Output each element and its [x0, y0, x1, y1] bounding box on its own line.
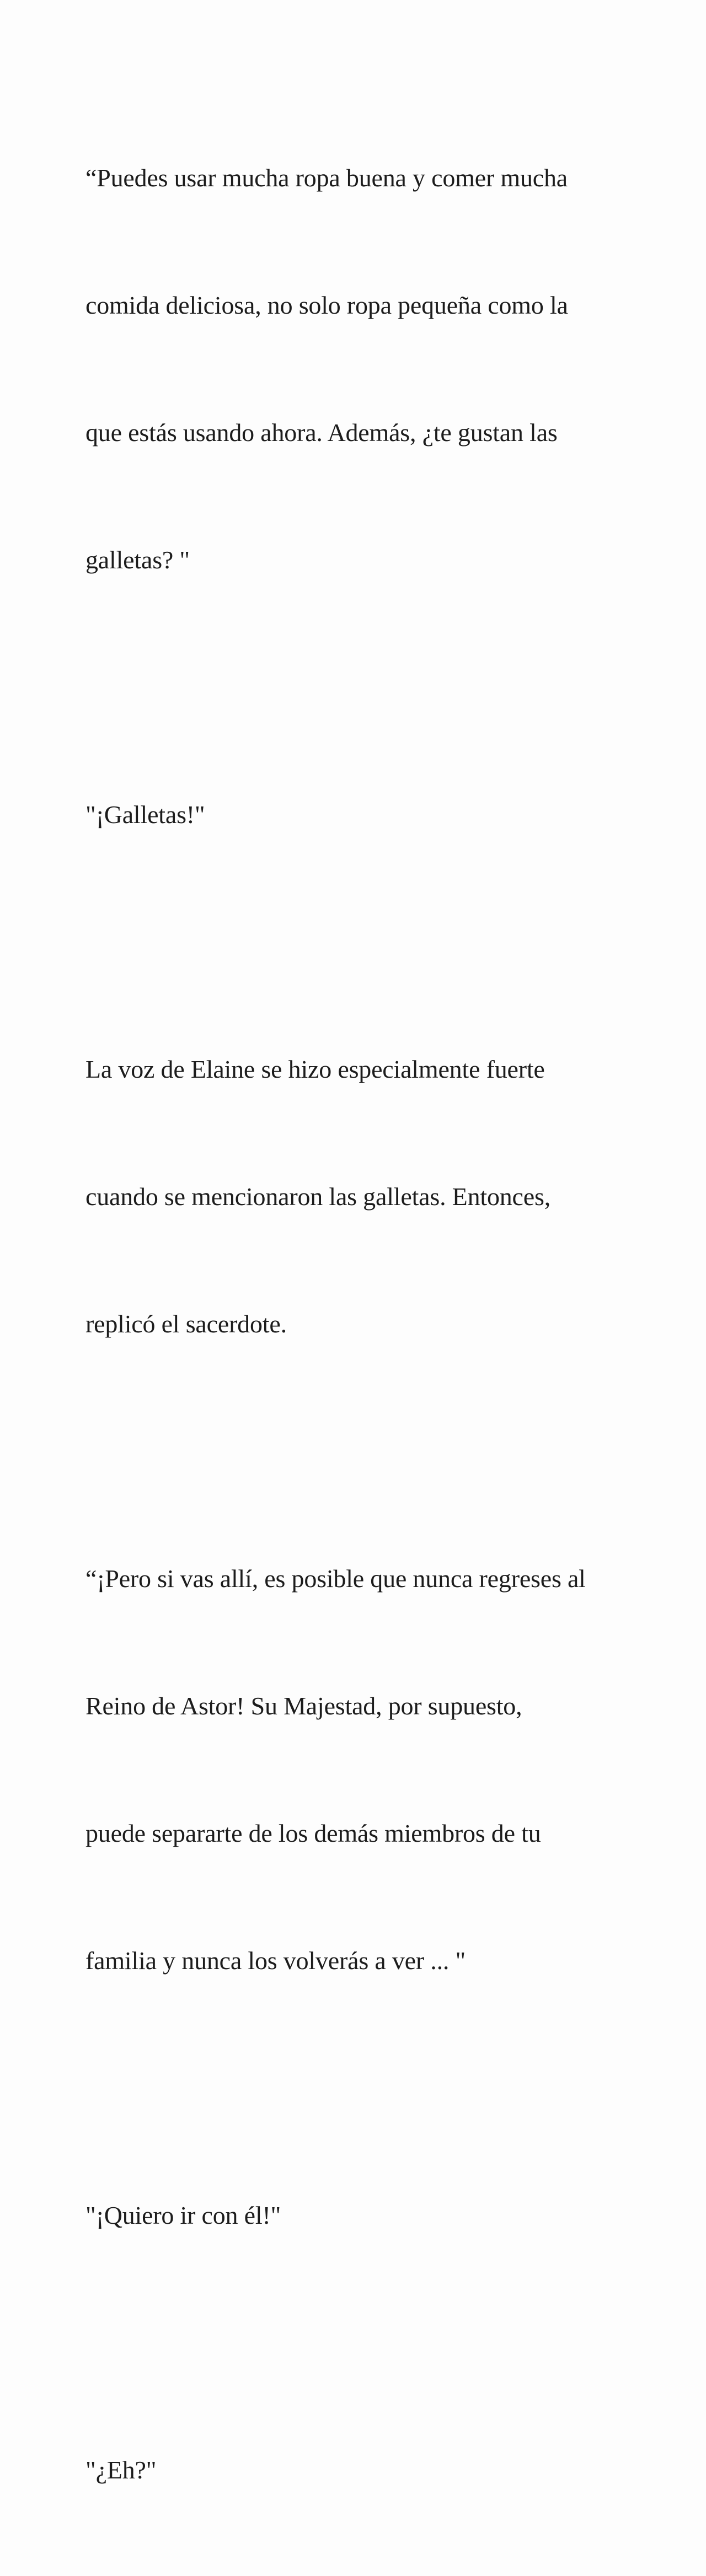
- text-line: cuando se mencionaron las galletas. Entonces,: [85, 1182, 550, 1211]
- paragraph-spacer: [85, 666, 637, 708]
- text-line: Reino de Astor! Su Majestad, por supuesto,: [85, 1692, 522, 1720]
- text-line: puede separarte de los demás miembros de tu: [85, 1819, 541, 1847]
- text-line: La voz de Elaine se hizo especialmente fuerte: [85, 1055, 545, 1083]
- paragraph-spacer: [85, 2067, 637, 2109]
- paragraph-3: [85, 963, 637, 1430]
- paragraph-spacer: [85, 2321, 637, 2364]
- reading-page: [85, 72, 637, 2576]
- text-line: replicó el sacerdote.: [85, 1310, 287, 1338]
- paragraph-6: [85, 2364, 637, 2576]
- text-line: familia y nunca los volverás a ver ... ": [85, 1946, 466, 1975]
- text-line: "¡Quiero ir con él!": [85, 2201, 281, 2229]
- paragraph-5: [85, 2109, 637, 2321]
- text-line: que estás usando ahora. Además, ¿te gustan las: [85, 418, 558, 447]
- paragraph-spacer: [85, 921, 637, 963]
- text-line: comida deliciosa, no solo ropa pequeña como la: [85, 291, 568, 319]
- text-line: "¿Eh?": [85, 2456, 157, 2484]
- paragraph-1: [85, 72, 637, 666]
- paragraph-2: [85, 708, 637, 921]
- text-line: galletas? ": [85, 546, 190, 574]
- text-line: “Puedes usar mucha ropa buena y comer mucha: [85, 164, 568, 192]
- text-line: “¡Pero si vas allí, es posible que nunca regreses al: [85, 1564, 586, 1593]
- text-line: "¡Galletas!": [85, 800, 205, 829]
- paragraph-4: [85, 1472, 637, 2067]
- paragraph-spacer: [85, 1430, 637, 1472]
